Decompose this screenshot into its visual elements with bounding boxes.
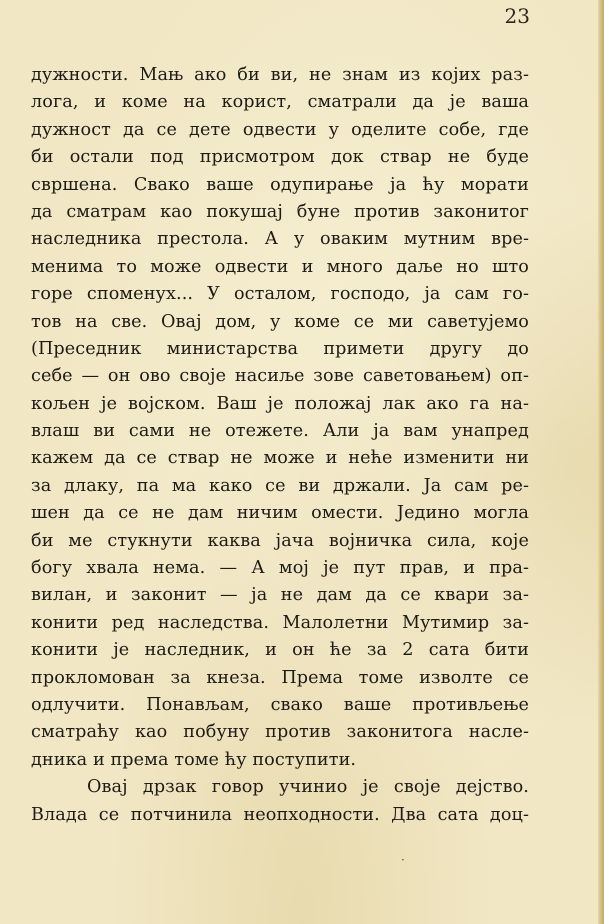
text-line: кажем да се ствар не може и неће изменити ни [31, 448, 529, 469]
text-line: лога, и коме на корист, сматрали да је ваша [31, 92, 529, 113]
text-line: кољен је војском. Ваш је положај лак ако га на- [31, 393, 529, 414]
text-line: себе — он ово своје насиље зове саветовањем) оп- [31, 366, 529, 387]
text-line: дника и према томе ћу поступити. [31, 749, 357, 770]
text-line: би остали под присмотром док ствар не буде [31, 147, 529, 168]
text-line: сматраћу као побуну против законитога насле- [31, 722, 529, 743]
text-line: дужност да се дете одвести у оделите собе, где [31, 119, 529, 140]
text-line: (Преседник министарства примети другу до [31, 338, 529, 359]
page-number: 23 [504, 4, 530, 28]
text-line: Влада се потчинила неопходности. Два сата доц- [31, 804, 529, 825]
page-edge-shadow [598, 0, 604, 924]
body-text [31, 62, 529, 829]
text-line: одлучити. Понављам, свако ваше противљење [31, 694, 529, 715]
text-line: влаш ви сами не отежете. Али ја вам унапред [31, 421, 529, 442]
text-line: конити је наследник, и он ће за 2 сата бити [31, 640, 529, 661]
text-line: би ме стукнути каква јача војничка сила, које [31, 530, 529, 551]
text-line: конити ред наследства. Малолетни Мутимир за- [31, 612, 529, 633]
text-line: дужности. Мањ ако би ви, не знам из којих раз- [31, 65, 529, 85]
text-line: свршена. Свако ваше одупирање ја ћу морати [31, 174, 529, 195]
text-line: вилан, и законит — ја не дам да се квари за- [31, 585, 529, 606]
text-line: прокломован за кнеза. Према томе изволте се [31, 667, 529, 688]
text-line: богу хвала нема. — А мој је пут прав, и пра- [31, 558, 529, 579]
text-line: менима то може одвести и много даље но што [31, 256, 529, 277]
text-line: тов на све. Овај дом, у коме се ми саветујемо [31, 311, 529, 332]
text-line: да сматрам као покушај буне против законитог [31, 201, 529, 222]
text-line: горе споменух... У осталом, господо, ја сам го- [31, 284, 529, 305]
text-line-indented: Овај дрзак говор учинио је своје дејство. [87, 777, 529, 798]
text-line: шен да се не дам ничим омести. Једино могла [31, 503, 529, 524]
stray-ink-mark: · [401, 853, 405, 867]
text-line: за длаку, па ма како се ви држали. Ја сам ре- [31, 475, 529, 496]
text-line: наследника престола. А у оваким мутним вре- [31, 229, 529, 250]
